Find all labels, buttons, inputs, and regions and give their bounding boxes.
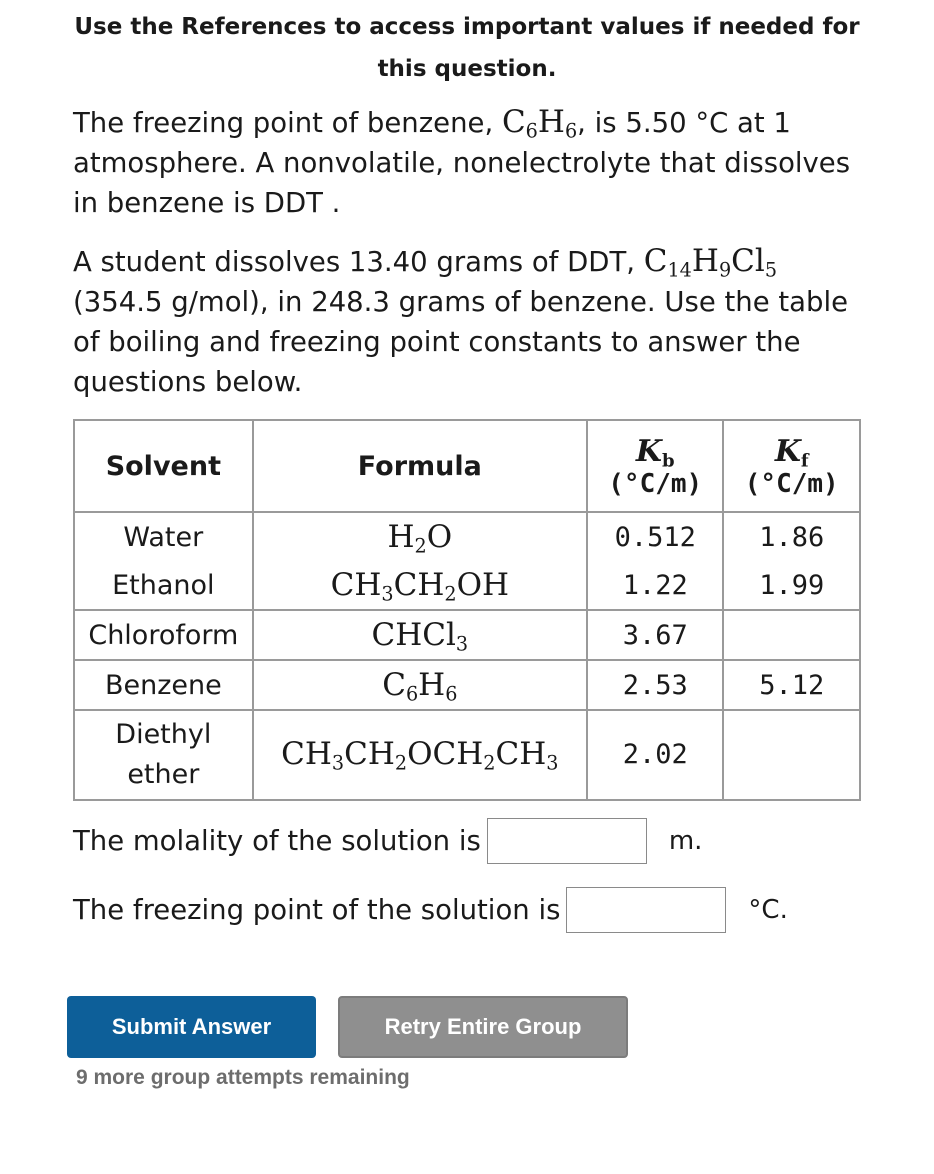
submit-answer-button[interactable]: Submit Answer (67, 996, 316, 1058)
cell-solvent: Benzene (74, 660, 253, 710)
retry-entire-group-button[interactable]: Retry Entire Group (338, 996, 628, 1058)
molality-question (73, 818, 702, 864)
cell-solvent: Diethyl ether (74, 710, 253, 800)
molality-input[interactable] (487, 818, 647, 864)
ddt-formula: $C_{14}H_9Cl_5$ (643, 243, 778, 282)
constants-table (73, 419, 861, 801)
cell-kb: 0.512 (587, 512, 724, 561)
header-kf: $K_f$ (°C/m) (723, 420, 860, 512)
cell-kf (723, 710, 860, 800)
freezing-point-label: The freezing point of the solution is (73, 894, 561, 926)
intro-text-1b: , is 5.50 °C at 1 atmosphere. A nonvolatile, nonelectrolyte that dissolves in benzene is DDT . (73, 107, 851, 219)
table-row (74, 561, 860, 610)
cell-kb: 2.53 (587, 660, 724, 710)
cell-formula: $C_6H_6$ (253, 660, 587, 710)
cell-kf: 1.99 (723, 561, 860, 610)
cell-kb: 1.22 (587, 561, 724, 610)
cell-formula: CHCl$_3$ (253, 610, 587, 660)
table-row (74, 610, 860, 660)
freezing-point-unit: °C. (748, 895, 788, 925)
header-solvent: Solvent (74, 420, 253, 512)
molality-unit: m. (668, 826, 703, 856)
cell-kb: 2.02 (587, 710, 724, 800)
cell-formula: $CH_3CH_2OCH_2CH_3$ (253, 710, 587, 800)
cell-solvent: Water (74, 512, 253, 561)
cell-kf: 1.86 (723, 512, 860, 561)
freezing-point-input[interactable] (566, 887, 726, 933)
header-kb: $K_b$ (°C/m) (587, 420, 724, 512)
cell-kf (723, 610, 860, 660)
cell-solvent: Ethanol (74, 561, 253, 610)
benzene-formula: $C_6H_6$ (501, 104, 578, 143)
table-row (74, 512, 860, 561)
table-header-row (74, 420, 860, 512)
intro-paragraph-2 (73, 241, 873, 402)
cell-solvent: Chloroform (74, 610, 253, 660)
molality-label: The molality of the solution is (73, 825, 481, 857)
intro-text-2a: A student dissolves 13.40 grams of DDT, (73, 246, 635, 278)
attempts-remaining: 9 more group attempts remaining (76, 1066, 410, 1089)
cell-formula: $CH_3CH_2OH$ (253, 561, 587, 610)
table-row (74, 710, 860, 800)
header-formula: Formula (253, 420, 587, 512)
intro-text-1a: The freezing point of benzene, (73, 107, 494, 139)
freezing-point-question (73, 887, 788, 933)
cell-kb: 3.67 (587, 610, 724, 660)
cell-formula: $H_2O$ (253, 512, 587, 561)
table-row (74, 660, 860, 710)
cell-kf: 5.12 (723, 660, 860, 710)
references-note: Use the References to access important values if needed for this question. (74, 14, 860, 82)
intro-paragraph-1 (73, 102, 873, 223)
intro-text-2b: (354.5 g/mol), in 248.3 grams of benzene. Use the table of boiling and freezing point constants to answer the questions below. (73, 286, 849, 398)
